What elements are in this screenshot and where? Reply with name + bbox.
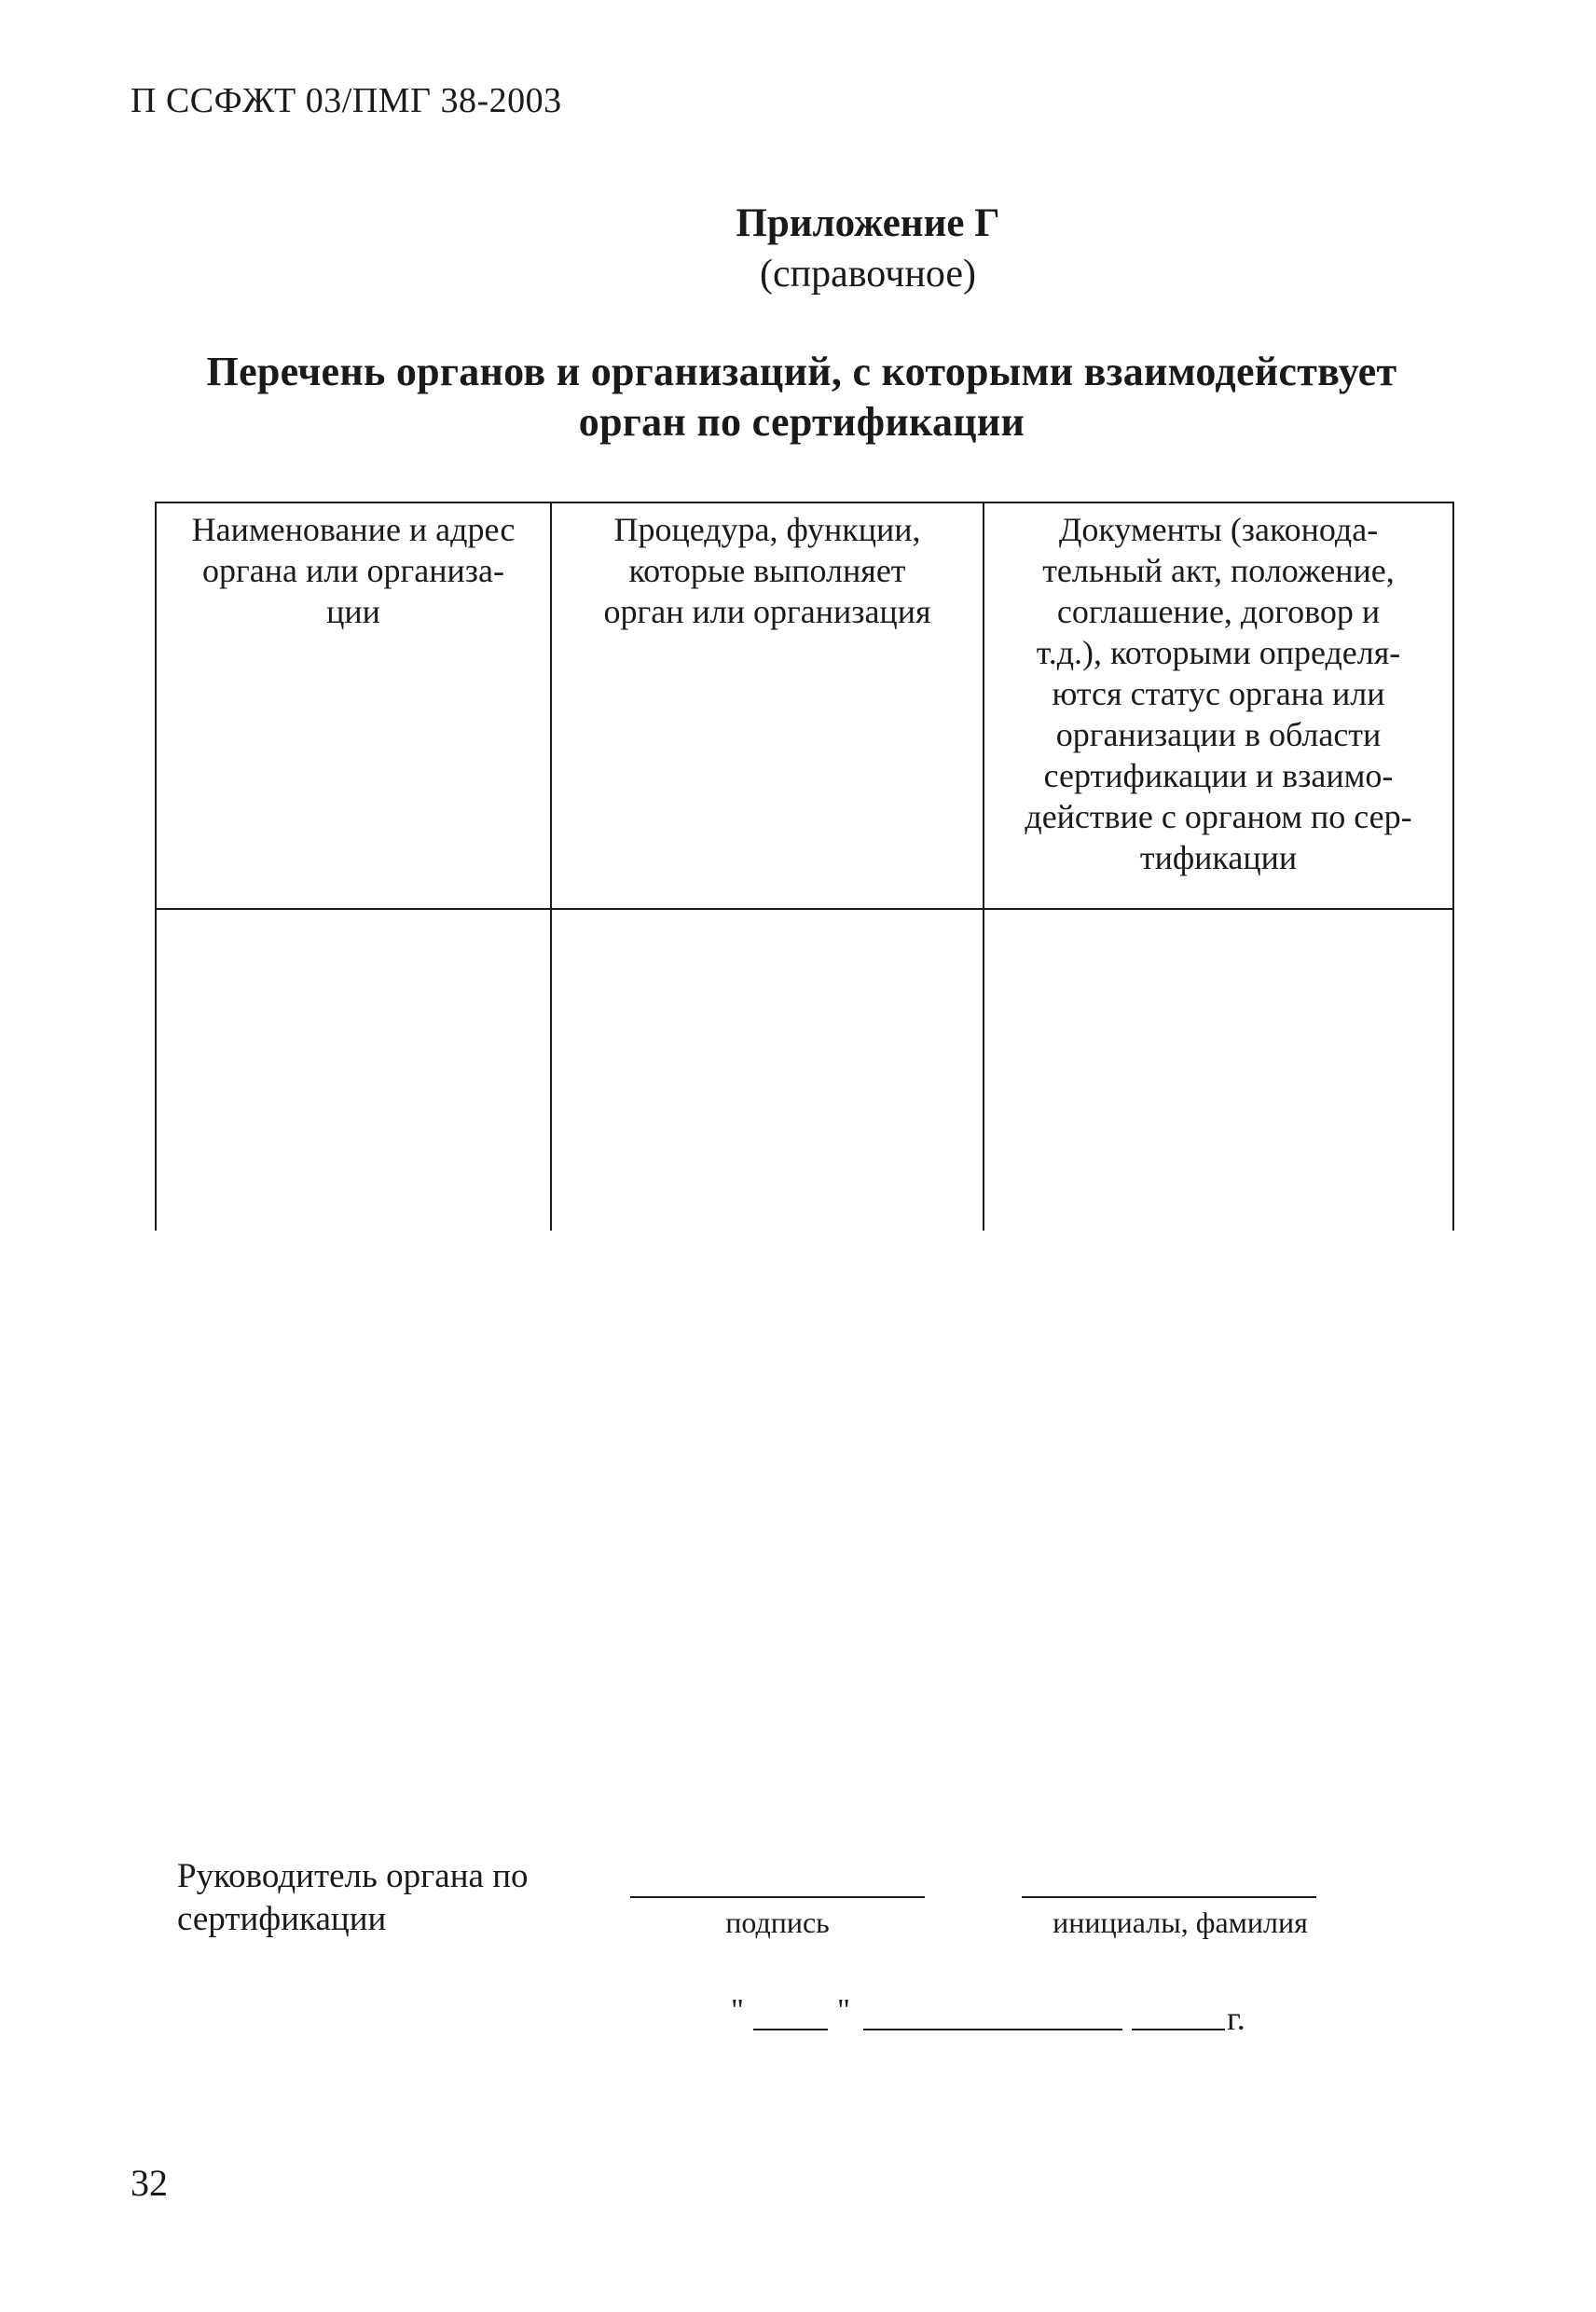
column-header-procedure-line-1: Процедура, функции, xyxy=(613,511,921,548)
column-header-documents-line-3: соглашение, договор и xyxy=(1056,593,1381,630)
list-heading-line-2: орган по сертификации xyxy=(578,399,1025,445)
organizations-table xyxy=(155,502,1454,1231)
column-header-documents-line-5: ются статус органа или xyxy=(1052,675,1385,712)
column-header-documents-line-2: тельный акт, положение, xyxy=(1042,552,1395,589)
column-header-documents-line-8: действие с органом по сер- xyxy=(1025,798,1412,835)
column-header-documents-line-7: сертификации и взаимо- xyxy=(1043,757,1394,794)
table-right-border xyxy=(1452,502,1454,1231)
table-left-border xyxy=(155,502,157,1231)
document-code: П ССФЖТ 03/ПМГ 38-2003 xyxy=(131,81,562,120)
column-header-documents-line-9: тификации xyxy=(1139,839,1298,876)
signature-label xyxy=(177,1855,529,1941)
table-top-border xyxy=(155,502,1454,503)
column-header-procedure-line-2: которые выполняет xyxy=(628,552,906,589)
column-header-documents xyxy=(986,509,1451,878)
appendix-title: Приложение Г xyxy=(736,201,1000,245)
table-column-divider-1 xyxy=(550,502,552,1231)
column-header-documents-line-1: Документы (законода- xyxy=(1058,511,1379,548)
date-day-line xyxy=(753,2029,828,2030)
signature-label-line-2: сертификации xyxy=(177,1900,387,1938)
column-header-name-address-line-2: органа или организа- xyxy=(202,552,504,589)
list-heading xyxy=(140,347,1464,447)
table-header-divider xyxy=(155,908,1454,910)
table-column-divider-2 xyxy=(983,502,984,1231)
date-quote-open: " xyxy=(731,1993,744,2028)
signature-field-line xyxy=(630,1896,925,1898)
name-caption: инициалы, фамилия xyxy=(1053,1906,1308,1939)
column-header-procedure-line-3: орган или организация xyxy=(603,593,931,630)
signature-caption: подпись xyxy=(725,1906,830,1939)
column-header-procedure-functions xyxy=(554,509,981,632)
date-year-line xyxy=(1132,2029,1225,2030)
column-header-name-address-line-1: Наименование и адрес xyxy=(191,511,516,548)
column-header-documents-line-6: организации в области xyxy=(1055,716,1382,753)
name-field-line xyxy=(1022,1896,1316,1898)
signature-label-line-1: Руководитель органа по xyxy=(177,1857,529,1895)
column-header-documents-line-4: т.д.), которыми определя- xyxy=(1036,634,1401,671)
column-header-name-address xyxy=(158,509,548,632)
column-header-name-address-line-3: ции xyxy=(326,593,380,630)
appendix-subtitle: (справочное) xyxy=(760,253,976,296)
page-number: 32 xyxy=(131,2162,168,2204)
date-month-line xyxy=(863,2029,1122,2030)
date-quote-close: " xyxy=(837,1993,850,2028)
date-year-suffix: г. xyxy=(1227,2000,1245,2037)
list-heading-line-1: Перечень органов и организаций, с которыми взаимодействует xyxy=(206,349,1397,394)
